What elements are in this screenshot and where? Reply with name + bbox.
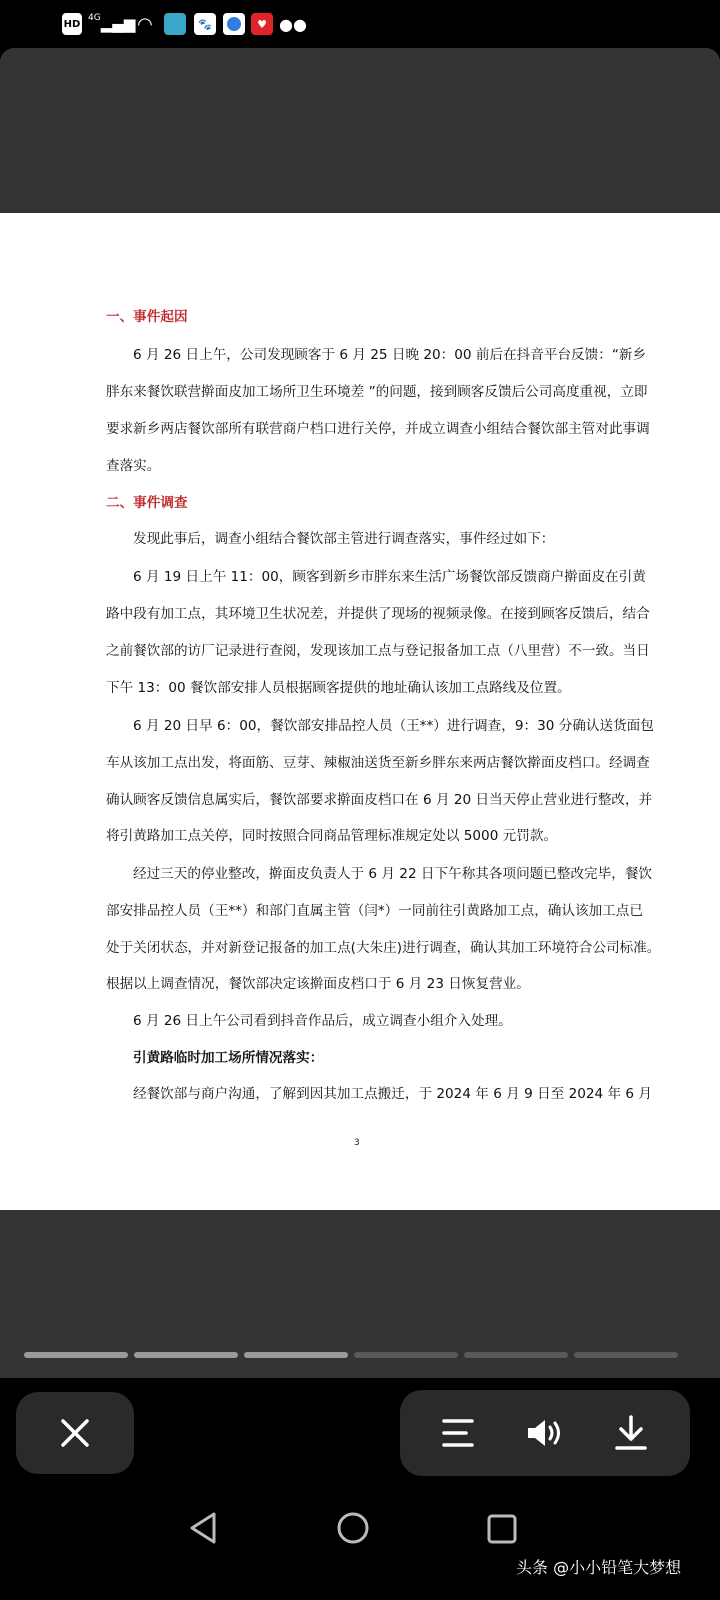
text-line: 根据以上调查情况，餐饮部决定该擀面皮档口于 6 月 23 日恢复营业。 [106,976,530,992]
text-line: 之前餐饮部的访厂记录进行查阅，发现该加工点与登记报备加工点（八里营）不一致。当日 [106,643,650,659]
text-line: 部安排品控人员（王**）和部门直属主管（闫*）一同前往引黄路加工点，确认该加工点已 [106,903,643,919]
recents-nav-icon[interactable] [487,1514,517,1544]
close-icon [16,1392,134,1474]
blue-app-icon [223,13,245,35]
text-line: 经过三天的停业整改，擀面皮负责人于 6 月 22 日下午称其各项问题已整改完毕，餐饮 [133,866,653,882]
progress-segment [24,1352,128,1358]
text-line: 要求新乡两店餐饮部所有联营商户档口进行关停，并成立调查小组结合餐饮部主管对此事调 [106,421,650,437]
back-nav-icon[interactable] [186,1510,220,1546]
volume-icon[interactable] [526,1417,564,1449]
text-line: 路中段有加工点，其环境卫生状况差，并提供了现场的视频录像。在接到顾客反馈后，结合 [106,606,650,622]
network-label: 4G [88,13,101,23]
book-app-icon [164,13,186,35]
home-nav-icon[interactable] [336,1511,370,1545]
text-line: 处于关闭状态，并对新登记报备的加工点(大朱庄)进行调查，确认其加工环境符合公司标准。 [106,940,661,956]
text-line: 经餐饮部与商户沟通，了解到因其加工点搬迁，于 2024 年 6 月 9 日至 2024 年 6 月 [133,1086,652,1102]
watermark: 头条 @小小铅笔大梦想 [516,1558,682,1577]
progress-segment [244,1352,348,1358]
action-toolbar [400,1390,690,1476]
progress-segment [354,1352,458,1358]
page-number: 3 [354,1138,360,1148]
text-line: 6 月 26 日上午公司看到抖音作品后，成立调查小组介入处理。 [133,1013,512,1029]
text-line: 胖东来餐饮联营擀面皮加工场所卫生环境差 ”的问题，接到顾客反馈后公司高度重视，立即 [106,384,648,400]
text-line: 确认顾客反馈信息属实后，餐饮部要求擀面皮档口在 6 月 20 日当天停止营业进行整改，并 [106,792,653,808]
progress-segment [134,1352,238,1358]
progress-segment [574,1352,678,1358]
text-line: 6 月 20 日早 6：00，餐饮部安排品控人员（王**）进行调查，9：30 分确认送货面包 [133,718,654,734]
close-button[interactable] [16,1392,134,1474]
text-line: 6 月 26 日上午，公司发现顾客于 6 月 25 日晚 20：00 前后在抖音平台反馈：“新乡 [133,347,647,363]
text-line: 6 月 19 日上午 11：00，顾客到新乡市胖东来生活广场餐饮部反馈商户擀面皮在引黄 [133,569,646,585]
download-icon[interactable] [614,1415,648,1451]
wechat-icon: ●● [279,14,307,34]
text-line: 将引黄路加工点关停，同时按照合同商品管理标准规定处以 5000 元罚款。 [106,828,558,844]
baidu-app-icon: 🐾 [194,13,216,35]
wifi-icon: ◠ [137,13,153,35]
status-bar [0,0,720,48]
progress-segment [464,1352,568,1358]
text-line: 下午 13：00 餐饮部安排人员根据顾客提供的地址确认该加工点路线及位置。 [106,680,571,696]
text-line: 车从该加工点出发，将面筋、豆芽、辣椒油送货至新乡胖东来两店餐饮擀面皮档口。经调查 [106,755,650,771]
4g-signal-icon: 4G ▂▄▆ [88,13,136,33]
heading-cause: 一、事件起因 [106,309,188,325]
hd-icon: HD [62,13,82,35]
subheading: 引黄路临时加工场所情况落实： [133,1050,324,1066]
heading-investigation: 二、事件调查 [106,495,188,511]
text-line: 发现此事后，调查小组结合餐饮部主管进行调查落实，事件经过如下： [133,531,555,547]
red-app-icon: ♥ [251,13,273,35]
menu-icon[interactable] [442,1417,474,1449]
text-line: 查落实。 [106,458,161,474]
